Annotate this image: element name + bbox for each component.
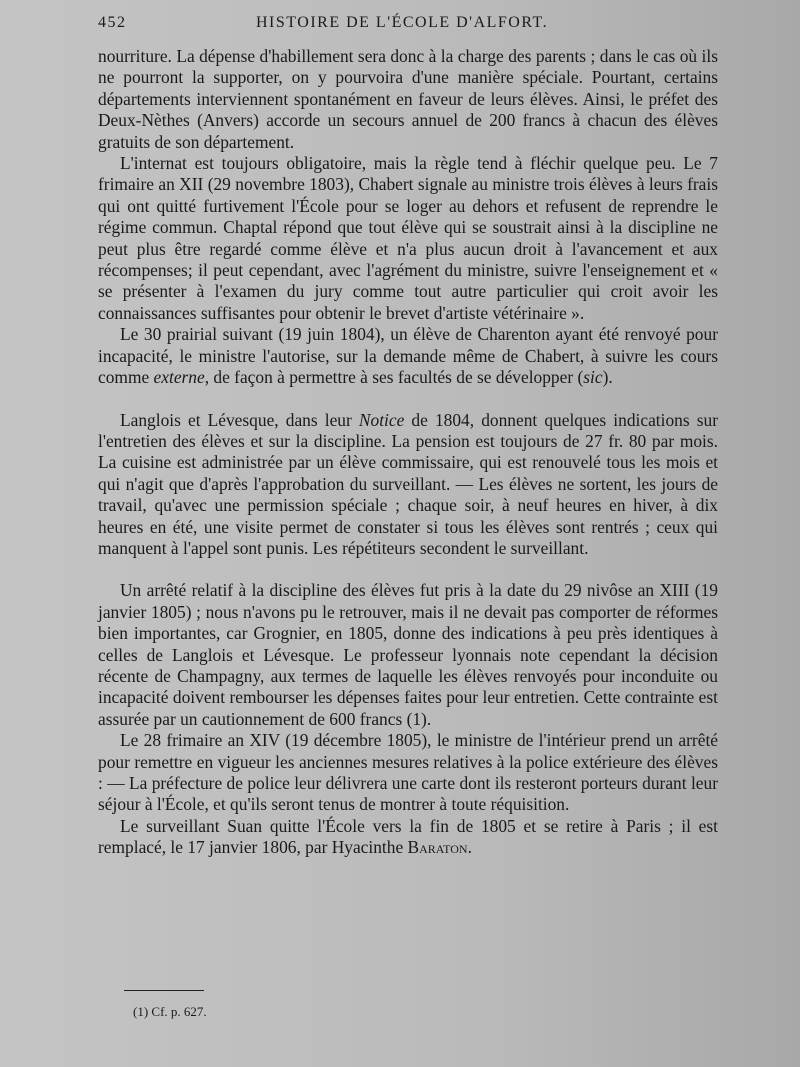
paragraph-7-text-b: . xyxy=(467,837,472,858)
paragraph-3-text-a: Le 30 prairial suivant (19 juin 1804), un élève de Charenton ayant été renvoyé pour incapacité, le ministre l'autorise, sur la demande même de Chabert, à suivre les cours comme xyxy=(98,324,718,388)
paragraph-6: Le 28 frimaire an XIV (19 décembre 1805), le ministre de l'intérieur prend un arrêté pour remettre en vigueur les anciennes mesures relatives à la police extérieure des élèves : — La préfecture de police leur délivrera une carte dont ils resteront porteurs durant leur séjour à l'École, et qu'ils seront tenus de montrer à toute réquisition. xyxy=(98,730,718,815)
paragraph-4-text-a: Langlois et Lévesque, dans leur xyxy=(120,409,359,430)
footnote-divider xyxy=(124,990,204,991)
paragraph-7-text-a: Le surveillant Suan quitte l'École vers la fin de 1805 et se retire à Paris ; il est remplacé, le 17 janvier 1806, par Hyacinthe xyxy=(98,815,718,858)
paragraph-3 xyxy=(98,324,718,388)
paragraph-2: L'internat est toujours obligatoire, mais la règle tend à fléchir quelque peu. Le 7 frimaire an XII (29 novembre 1803), Chabert signale au ministre trois élèves à leurs frais qui ont quitté furtivement l'École pour se loger au dehors et refusent de reprendre le régime commun. Chaptal répond que tout élève qui se soustrait ainsi à la discipline ne peut plus être regardé comme élève et n'a plus aucun droit à l'avancement et aux récompenses; il peut cependant, avec l'agrément du ministre, suivre l'enseignement et « se présenter à l'examen du jury comme tout autre particulier qui croit avoir les connaissances suffisantes pour obtenir le brevet d'artiste vétérinaire ». xyxy=(98,153,718,323)
paragraph-3-text-b: , de façon à permettre à ses facultés de se développer ( xyxy=(204,367,584,388)
footnote: (1) Cf. p. 627. xyxy=(133,1004,207,1019)
body-text xyxy=(98,46,718,859)
paragraph-5: Un arrêté relatif à la discipline des élèves fut pris à la date du 29 nivôse an XIII (19 janvier 1805) ; nous n'avons pu le retrouver, mais il ne devait pas comporter de réformes bien importantes, car Grognier, en 1805, donne des indications à peu près identiques à celles de Langlois et Lévesque. Le professeur lyonnais note cependant la décision récente de Champagny, aux termes de laquelle les élèves renvoyés pour inconduite ou incapacité doivent rembourser les dépenses faites pour leur entretien. Cette contrainte est assurée par un cautionnement de 600 francs (1). xyxy=(98,580,718,729)
paragraph-4-text-b: de 1804, donnent quelques indications sur l'entretien des élèves et sur la discipline. La pension est toujours de 27 fr. 80 par mois. La cuisine est administrée par un élève commissaire, qui est renouvelé tous les mois et qui n'agit que d'après l'approbation du surveillant. — Les élèves ne sortent, les jours de travail, qu'avec une permission spéciale ; chaque soir, à neuf heures en hiver, à dix heures en été, une visite permet de constater si tous les élèves sont rentrés ; ceux qui manquent à l'appel sont punis. Les répétiteurs secondent le surveillant. xyxy=(98,409,718,558)
emphasis-sic: sic xyxy=(583,367,603,388)
page-number: 452 xyxy=(98,14,127,31)
emphasis-externe: externe xyxy=(153,367,205,388)
page-header xyxy=(98,14,742,36)
paragraph-1: nourriture. La dépense d'habillement sera donc à la charge des parents ; dans le cas où ils ne pourront la supporter, on y pourvoira d'une manière spéciale. Pourtant, certains départements interviennent spontanément en faveur de leurs élèves. Ainsi, le préfet des Deux-Nèthes (Anvers) accorde un secours annuel de 200 francs à chacun des élèves gratuits de son département. xyxy=(98,46,718,152)
emphasis-notice: Notice xyxy=(358,409,405,430)
paragraph-4 xyxy=(98,410,718,560)
name-baraton: Baraton xyxy=(407,837,468,858)
paragraph-7 xyxy=(98,816,718,859)
running-title: HISTOIRE DE L'ÉCOLE D'ALFORT. xyxy=(256,14,549,31)
paragraph-3-text-c: ). xyxy=(602,367,613,388)
